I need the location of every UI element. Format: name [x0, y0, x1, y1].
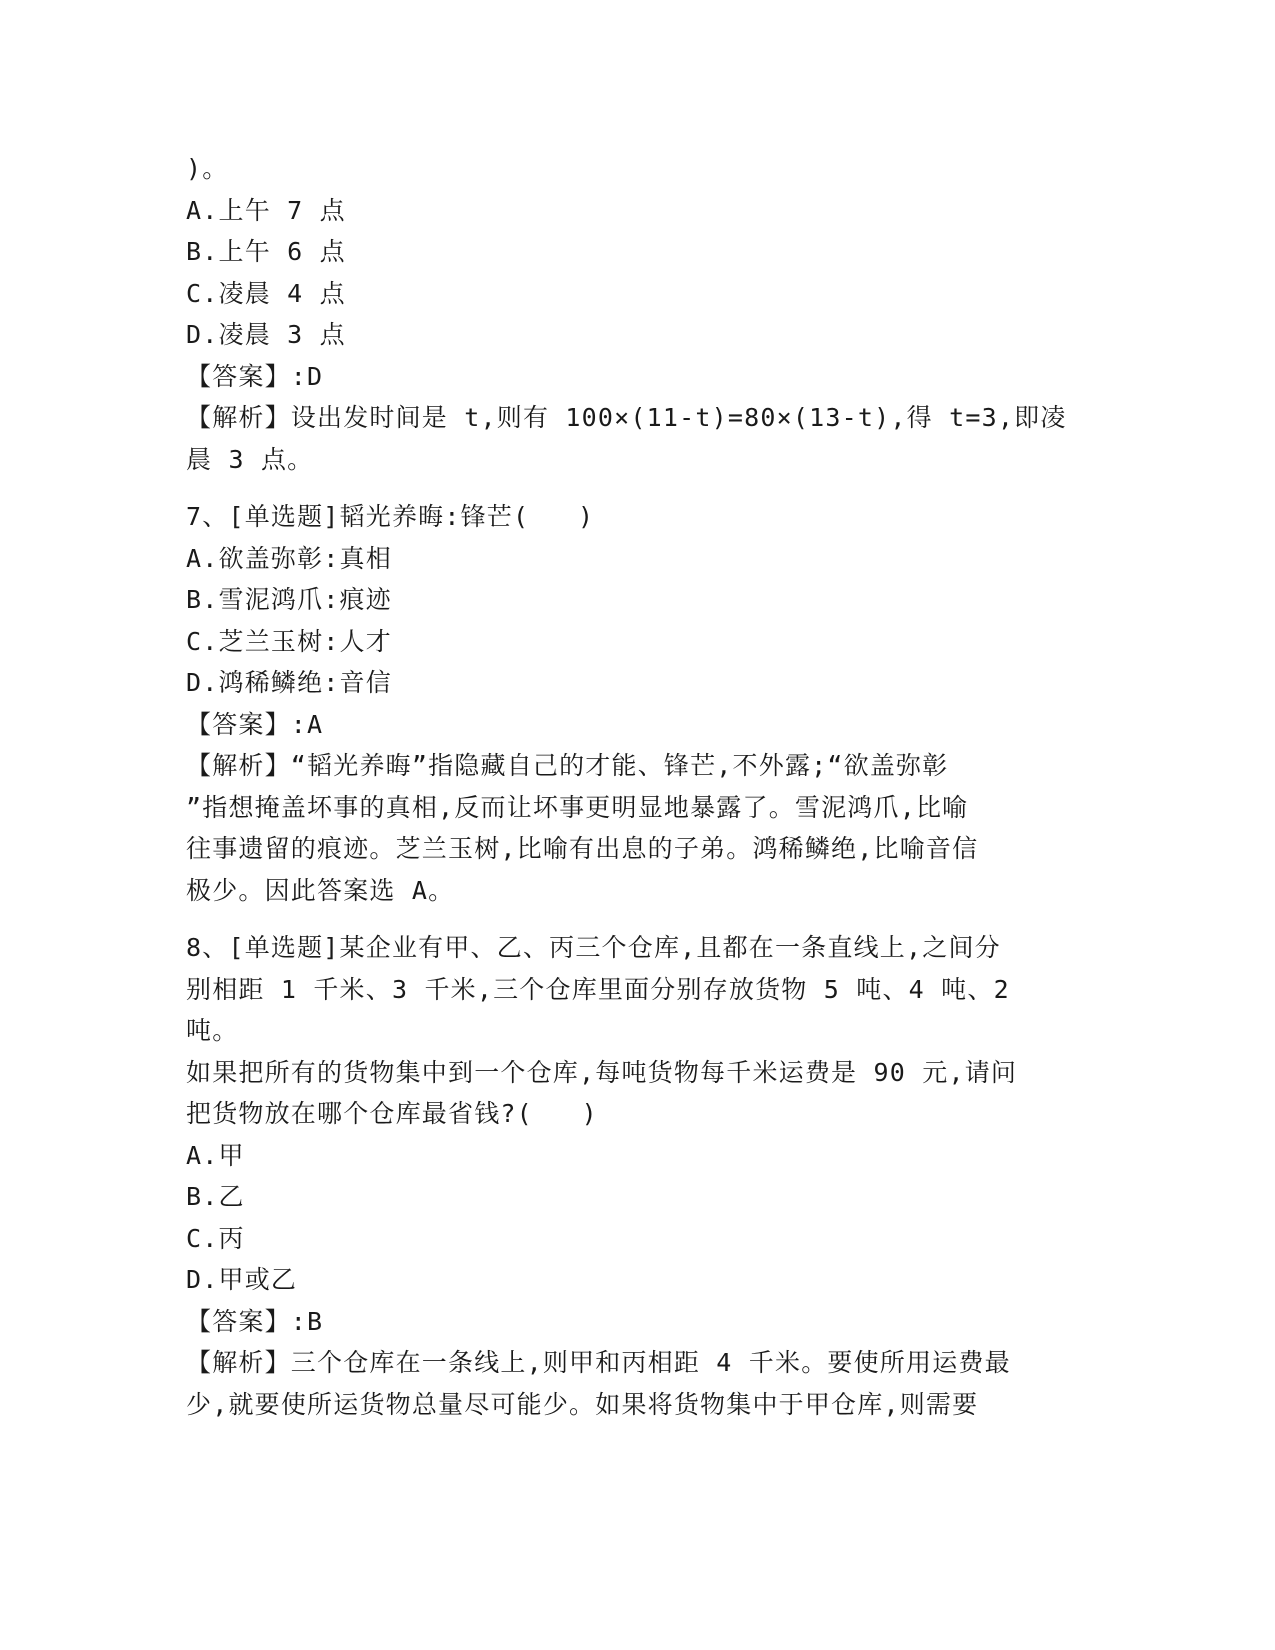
analysis-line: 【解析】“韬光养晦”指隐藏自己的才能、锋芒,不外露;“欲盖弥彰: [186, 751, 949, 780]
answer-line: 【答案】:A: [186, 709, 324, 739]
question-8-block: [186, 927, 1076, 1425]
option-d: D.甲或乙: [186, 1265, 298, 1294]
analysis-line: 【解析】三个仓库在一条线上,则甲和丙相距 4 千米。要使所用运费最: [186, 1348, 1011, 1377]
option-b: B.雪泥鸿爪:痕迹: [186, 585, 392, 614]
analysis-line: 少,就要使所运货物总量尽可能少。如果将货物集中于甲仓库,则需要: [186, 1389, 979, 1419]
option-a: A.欲盖弥彰:真相: [186, 543, 392, 573]
option-b: B.乙: [186, 1182, 245, 1211]
analysis-line: 晨 3 点。: [186, 444, 314, 474]
analysis-line: 往事遗留的痕迹。芝兰玉树,比喻有出息的子弟。鸿稀鳞绝,比喻音信: [186, 834, 979, 863]
option-c: C.凌晨 4 点: [186, 278, 346, 308]
question-7-block: [186, 496, 1076, 911]
analysis-line: 极少。因此答案选 A。: [186, 875, 455, 905]
question-stem-line: 别相距 1 千米、3 千米,三个仓库里面分别存放货物 5 吨、4 吨、2 吨。: [186, 974, 1027, 1045]
option-a: A.甲: [186, 1140, 245, 1170]
option-a: A.上午 7 点: [186, 195, 346, 225]
option-c: C.芝兰玉树:人才: [186, 626, 392, 656]
option-d: D.凌晨 3 点: [186, 320, 346, 349]
question-stem: 7、[单选题]韬光养晦:锋芒( ): [186, 502, 595, 531]
question-stem-line: 把货物放在哪个仓库最省钱?( ): [186, 1099, 598, 1128]
option-d: D.鸿稀鳞绝:音信: [186, 668, 392, 697]
spacer: [186, 480, 1076, 496]
option-c: C.丙: [186, 1223, 245, 1253]
analysis-line: ”指想掩盖坏事的真相,反而让坏事更明显地暴露了。雪泥鸿爪,比喻: [186, 792, 969, 822]
spacer: [186, 911, 1076, 927]
option-b: B.上午 6 点: [186, 237, 346, 266]
analysis-line: 【解析】设出发时间是 t,则有 100×(11-t)=80×(13-t),得 t=3,即凌: [186, 403, 1067, 432]
question-stem-tail: )。: [186, 154, 229, 183]
document-page: [186, 148, 1076, 1425]
question-6-block: [186, 148, 1076, 480]
answer-line: 【答案】:D: [186, 361, 324, 391]
question-stem-line: 8、[单选题]某企业有甲、乙、丙三个仓库,且都在一条直线上,之间分: [186, 933, 1001, 962]
answer-line: 【答案】:B: [186, 1306, 324, 1336]
question-stem-line: 如果把所有的货物集中到一个仓库,每吨货物每千米运费是 90 元,请问: [186, 1057, 1018, 1087]
